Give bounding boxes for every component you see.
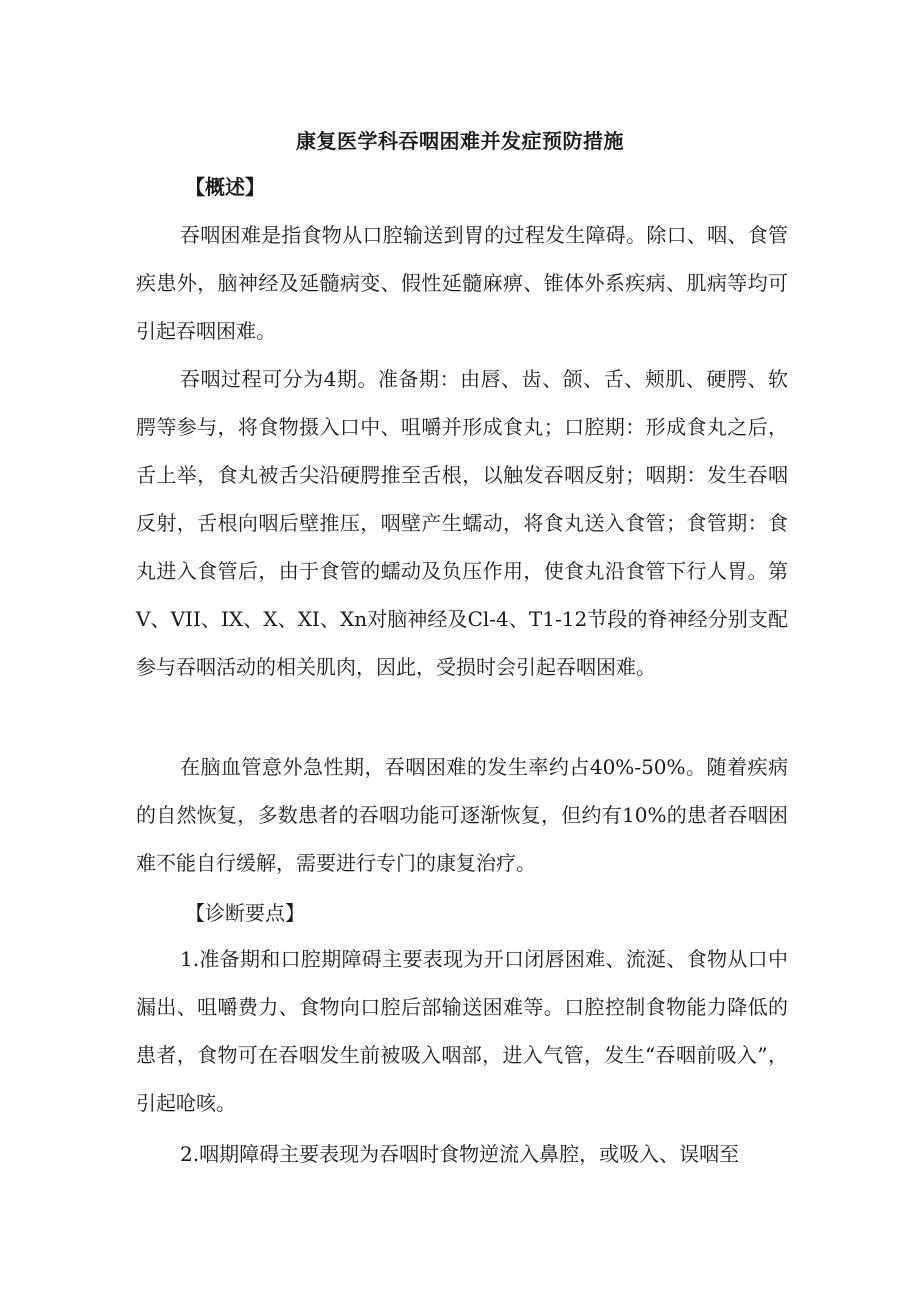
paragraph: 吞咽困难是指食物从口腔输送到胃的过程发生障碍。除口、咽、食管疾患外，脑神经及延髓病变、假性延髓麻痹、锥体外系疾病、肌病等均可引起吞咽困难。 bbox=[136, 223, 788, 343]
section-heading-diagnosis: 【诊断要点】 bbox=[185, 901, 305, 925]
section-heading-overview: 【概述】 bbox=[185, 175, 265, 199]
paragraph: 1.准备期和口腔期障碍主要表现为开口闭唇困难、流涎、食物从口中漏出、咀嚼费力、食物向口腔后部输送困难等。口腔控制食物能力降低的患者，食物可在吞咽发生前被吸入咽部，进入气管，发生“吞咽前吸入”，引起呛咳。 bbox=[136, 947, 788, 1115]
paragraph: 吞咽过程可分为4期。准备期：由唇、齿、颌、舌、颊肌、硬腭、软腭等参与，将食物摄入口中、咀嚼并形成食丸；口腔期：形成食丸之后，舌上举，食丸被舌尖沿硬腭推至舌根，以触发吞咽反射；咽期：发生吞咽反射，舌根向咽后壁推压，咽壁产生蠕动，将食丸送入食管；食管期：食丸进入食管后，由于食管的蠕动及负压作用，使食丸沿食管下行人胃。第V、VII、IX、X、XI、Xn对脑神经及Cl-4、T1-12节段的脊神经分别支配参与吞咽活动的相关肌肉，因此，受损时会引起吞咽困难。 bbox=[136, 367, 788, 679]
page-title: 康复医学科吞咽困难并发症预防措施 bbox=[296, 129, 624, 153]
paragraph: 2.咽期障碍主要表现为吞咽时食物逆流入鼻腔，或吸入、误咽至 bbox=[180, 1142, 740, 1166]
paragraph: 在脑血管意外急性期，吞咽困难的发生率约占40%-50%。随着疾病的自然恢复，多数患者的吞咽功能可逐渐恢复，但约有10%的患者吞咽困难不能自行缓解，需要进行专门的康复治疗。 bbox=[136, 755, 788, 875]
